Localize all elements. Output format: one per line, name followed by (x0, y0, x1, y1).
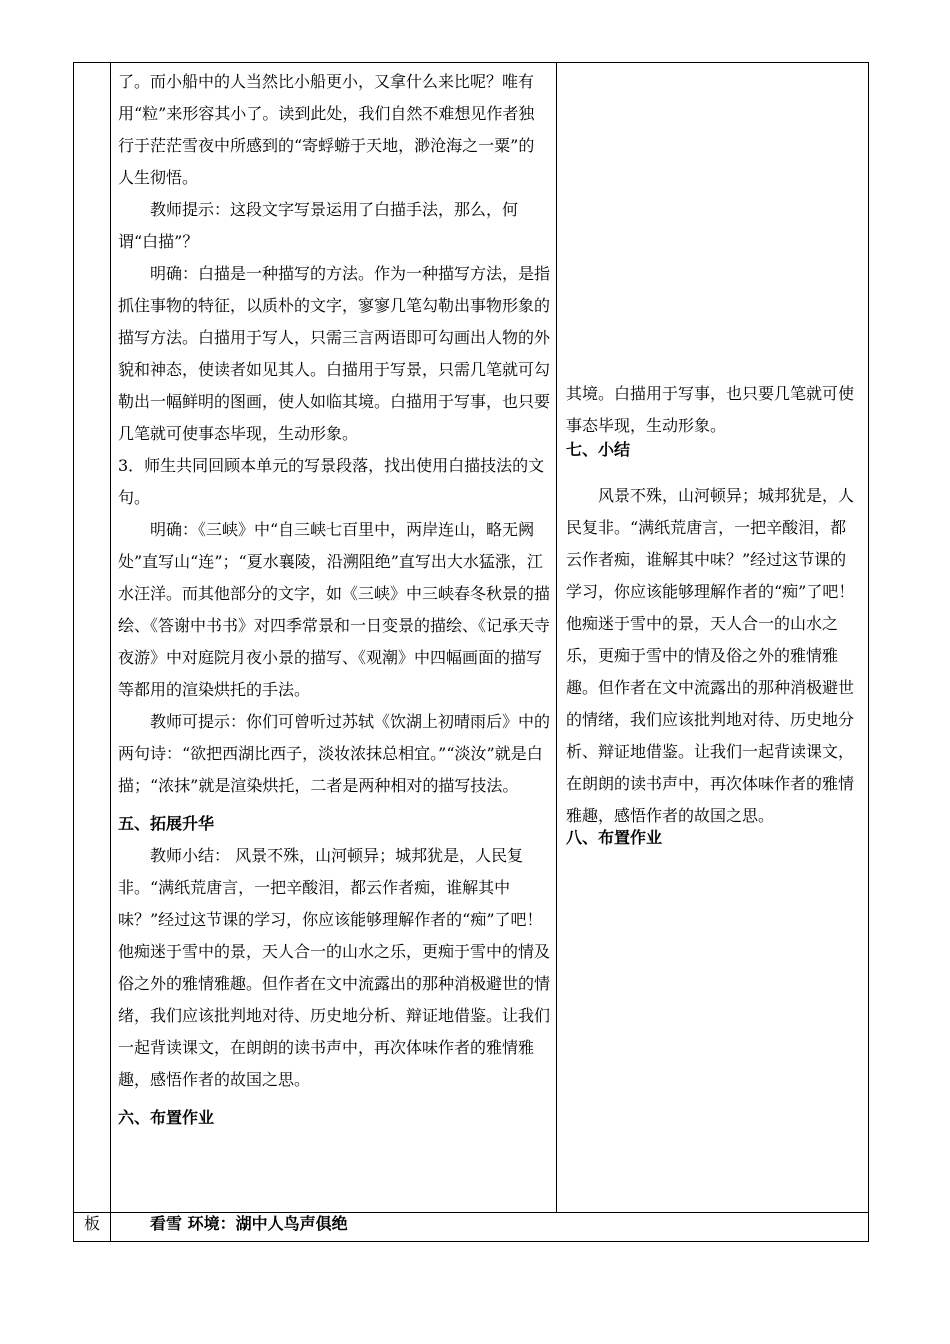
right-content-column (566, 378, 858, 848)
section-heading-6: 六、布置作业 (118, 1108, 215, 1127)
paragraph-step-3: 3．师生共同回顾本单元的写景段落，找出使用白描技法的文句。 (118, 456, 545, 507)
section-heading-5: 五、拓展升华 (118, 814, 215, 833)
table-left-border (73, 62, 74, 1242)
table-col-divider-1 (110, 62, 111, 1242)
paragraph-baimiao-intro: 了。而小船中的人当然比小船更小，又拿什么来比呢？唯有用“粒”来形容其小了。读到此处，我们自然不难想见作者独行于茫茫雪夜中所感到的“寄蜉蝣于天地，渺沧海之一粟”的人生彻悟。 (118, 72, 535, 187)
right-paragraph-continuation: 其境。白描用于写事，也只要几笔就可使事态毕现，生动形象。 (566, 384, 855, 435)
table-right-border (868, 62, 869, 1242)
footer-board-text: 看雪 环境：湖中人鸟声俱绝 (150, 1214, 348, 1233)
footer-label-cell: 板 (84, 1214, 101, 1233)
table-top-border (73, 62, 869, 63)
left-content-column (118, 66, 550, 1134)
table-col-divider-2 (556, 62, 557, 1212)
table-bottom-border (73, 1241, 869, 1242)
paragraph-teacher-hint: 教师提示：这段文字写景运用了白描手法，那么，何谓“白描”？ (118, 200, 519, 251)
paragraph-summary: 教师小结： 风景不殊，山河顿异；城邦犹是，人民复非。“满纸荒唐言，一把辛酸泪，都云作者痴，谁解其中味？”经过这节课的学习，你应该能够理解作者的“痴”了吧！他痴迷于雪中的景，天人合一的山水之乐，更痴于雪中的情及俗之外的雅情雅趣。但作者在文中流露出的那种消极避世的情绪，我们应该批判地对待、历史地分析、辩证地借鉴。让我们一起背读课文，在朗朗的读书声中，再次体味作者的雅情雅趣，感悟作者的故国之思。 (118, 846, 551, 1089)
section-heading-8: 八、布置作业 (566, 828, 663, 847)
paragraph-examples: 明确：《三峡》中“自三峡七百里中，两岸连山，略无阙处”直写山“连”；“夏水襄陵，沿溯阻绝”直写出大水猛涨，江水汪洋。而其他部分的文字，如《三峡》中三峡春冬秋景的描绘、《答谢中书书》对四季常景和一日变景的描绘、《记承天寺夜游》中对庭院月夜小景的描写、《观潮》中四幅画面的描写等都用的渲染烘托的手法。 (118, 520, 551, 699)
section-heading-7: 七、小结 (566, 440, 631, 459)
paragraph-su-shi-poem: 教师可提示：你们可曾听过苏轼《饮湖上初晴雨后》中的两句诗：“欲把西湖比西子，淡妆浓抹总相宜。”“淡汝”就是白描；“浓抹”就是渲染烘托，二者是两种相对的描写技法。 (118, 712, 551, 795)
right-paragraph-summary: 风景不殊，山河顿异；城邦犹是，人民复非。“满纸荒唐言，一把辛酸泪，都云作者痴，谁解其中味？”经过这节课的学习，你应该能够理解作者的“痴”了吧！他痴迷于雪中的景，天人合一的山水之乐，更痴于雪中的情及俗之外的雅情雅趣。但作者在文中流露出的那种消极避世的情绪，我们应该批判地对待、历史地分析、辩证地借鉴。让我们一起背读课文，在朗朗的读书声中，再次体味作者的雅情雅趣，感悟作者的故国之思。 (566, 486, 855, 825)
paragraph-definition: 明确：白描是一种描写的方法。作为一种描写方法，是指抓住事物的特征，以质朴的文字，寥寥几笔勾勒出事物形象的描写方法。白描用于写人，只需三言两语即可勾画出人物的外貌和神态，使读者如见其人。白描用于写景，只需几笔就可勾勒出一幅鲜明的图画，使人如临其境。白描用于写事，也只要几笔就可使事态毕现，生动形象。 (118, 264, 551, 443)
